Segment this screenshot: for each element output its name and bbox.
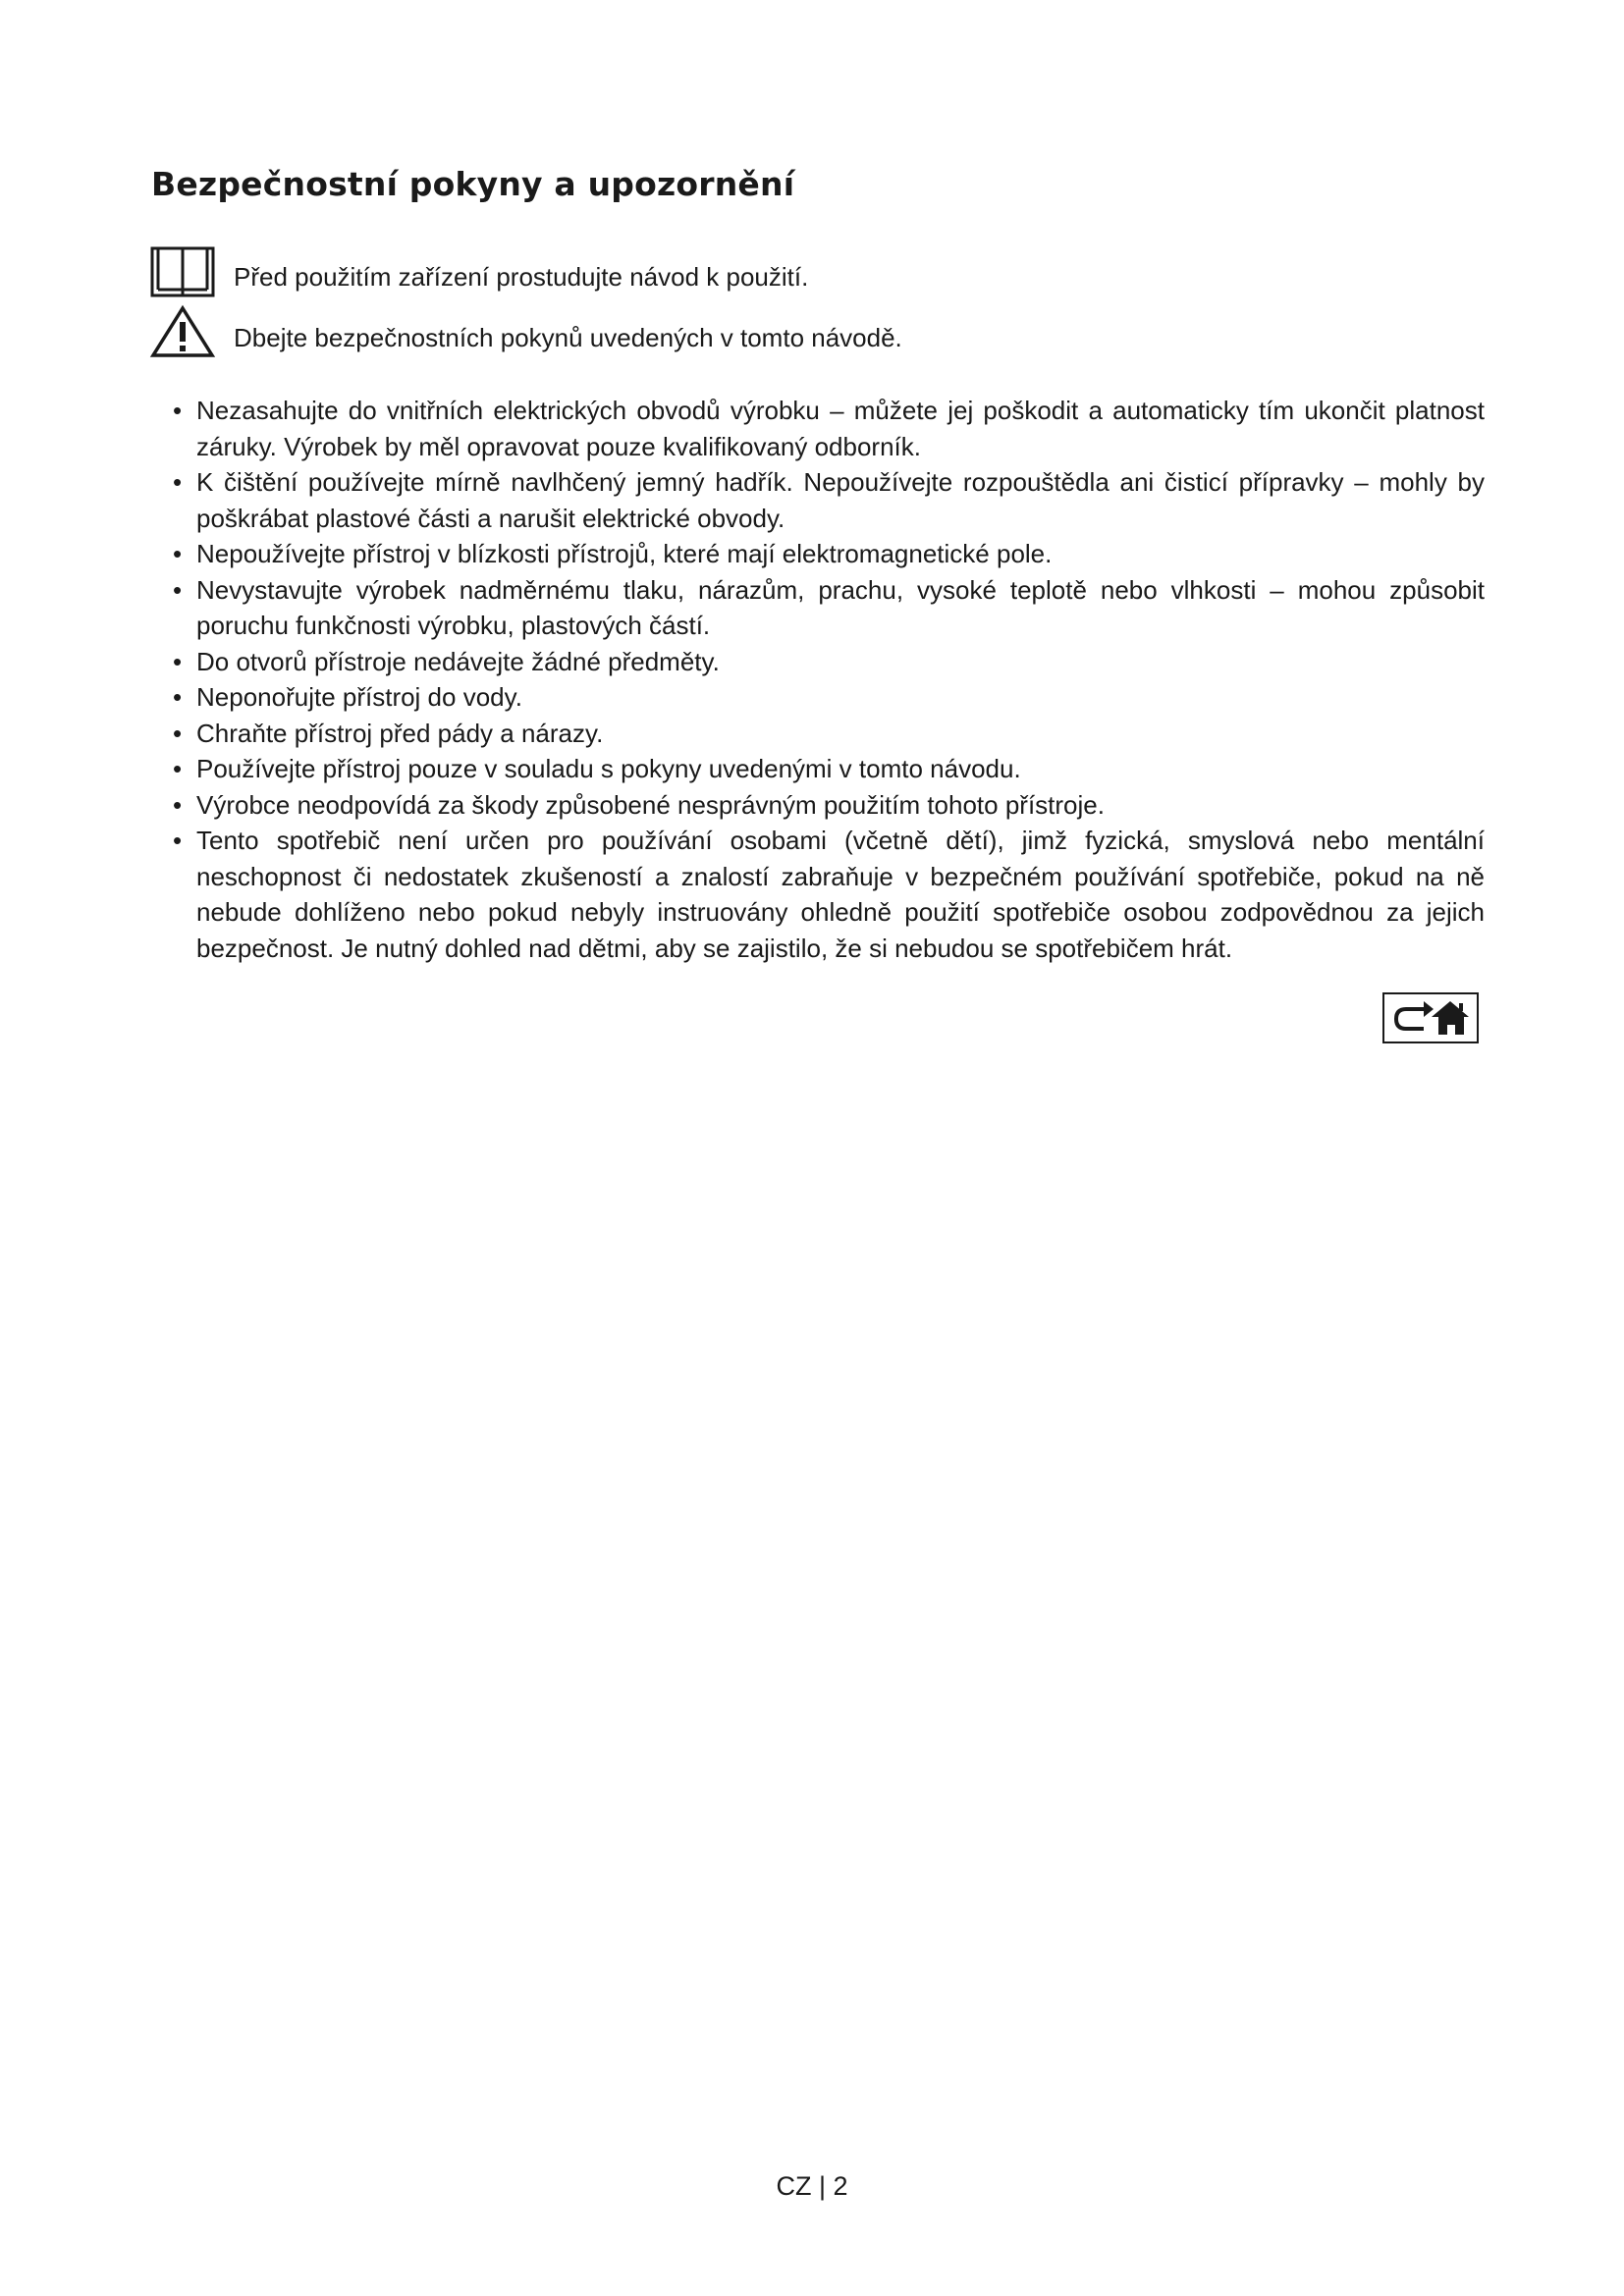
manual-book-icon (149, 243, 218, 298)
list-item: • Nezasahujte do vnitřních elektrických obvodů výrobku – můžete jej poškodit a automaticky tím ukončit platnost záruky. Výrobek by měl opravovat pouze kvalifikovaný odborník. (173, 393, 1485, 464)
notice-text: Před použitím zařízení prostudujte návod k použití. (234, 262, 809, 292)
warning-triangle-icon (149, 304, 218, 359)
list-item: • Do otvorů přístroje nedávejte žádné předměty. (173, 644, 1485, 680)
page-number: CZ | 2 (776, 2171, 848, 2201)
page-title: Bezpečnostní pokyny a upozornění (151, 165, 795, 203)
list-item: • Chraňte přístroj před pády a nárazy. (173, 716, 1485, 752)
return-home-icon (1388, 997, 1473, 1039)
list-item: • Nevystavujte výrobek nadměrnému tlaku, nárazům, prachu, vysoké teplotě nebo vlhkosti – mohou způsobit poruchu funkčnosti výrobku, plastových částí. (173, 572, 1485, 644)
list-item: • Výrobce neodpovídá za škody způsobené nesprávným použitím tohoto přístroje. (173, 787, 1485, 824)
notice-read-manual (149, 243, 808, 298)
safety-instructions-list (173, 393, 1485, 966)
list-item: • K čištění používejte mírně navlhčený jemný hadřík. Nepoužívejte rozpouštědla ani čisticí přípravky – mohly by poškrábat plastové části a narušit elektrické obvody. (173, 464, 1485, 536)
list-item: • Neponořujte přístroj do vody. (173, 679, 1485, 716)
return-home-button[interactable] (1382, 992, 1479, 1043)
notice-text: Dbejte bezpečnostních pokynů uvedených v tomto návodě. (234, 323, 902, 352)
list-item: • Tento spotřebič není určen pro používání osobami (včetně dětí), jimž fyzická, smyslová nebo mentální neschopnost či nedostatek zkušeností a znalostí zabraňuje v bezpečném používání spotřebiče, pokud na ně nebude dohlíženo nebo pokud nebyly instruovány ohledně použití spotřebiče osobou zodpovědnou za jejich bezpečnost. Je nutný dohled nad dětmi, aby se zajistilo, že si nebudou se spotřebičem hrát. (173, 823, 1485, 966)
list-item: • Nepoužívejte přístroj v blízkosti přístrojů, které mají elektromagnetické pole. (173, 536, 1485, 572)
notice-follow-safety (149, 304, 902, 359)
list-item: • Používejte přístroj pouze v souladu s pokyny uvedenými v tomto návodu. (173, 751, 1485, 787)
